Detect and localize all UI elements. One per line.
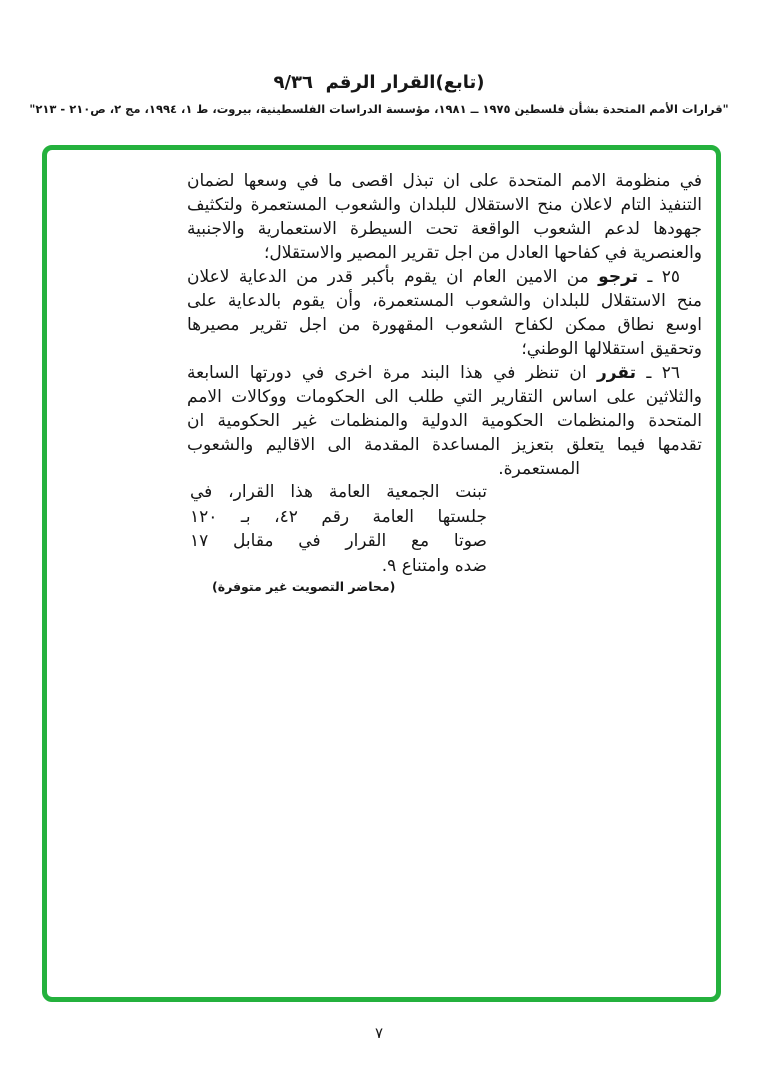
text-segment: التنفيذ التام لاعلان منح الاستقلال للبلدان والشعوب المستعمرة ولتكثيف xyxy=(187,195,702,215)
text-segment: جلستها العامة رقم ٤٢، بـ ١٢٠ xyxy=(190,506,487,527)
text-segment: ٢٦ ـ xyxy=(635,363,680,383)
text-line xyxy=(187,289,702,313)
text-line xyxy=(190,480,487,505)
text-segment: جهودها لدعم الشعوب الواقعة تحت السيطرة الاستعمارية والاجنبية xyxy=(187,219,702,239)
text-line xyxy=(187,241,702,265)
text-segment: ضده وامتناع ٩. xyxy=(381,555,487,576)
text-segment: تقدمها فيما يتعلق بتعزيز المساعدة المقدمة الى الاقاليم والشعوب xyxy=(187,435,702,455)
text-segment: ٢٥ ـ xyxy=(638,267,680,287)
text-line xyxy=(187,169,702,193)
text-segment: في منظومة الامم المتحدة على ان تبذل اقصى ما في وسعها لضمان xyxy=(187,171,702,191)
resolution-text-column xyxy=(187,169,702,481)
text-line xyxy=(187,457,702,481)
paragraph xyxy=(187,265,702,361)
text-line xyxy=(187,433,702,457)
text-line xyxy=(187,217,702,241)
text-segment: منح الاستقلال للبلدان والشعوب المستعمرة، وأن يقوم بالدعاية على xyxy=(187,291,702,311)
text-segment: والعنصرية في كفاحها العادل من اجل تقرير المصير والاستقلال؛ xyxy=(264,243,702,263)
page-title: (تابع)القرار الرقم ٩/٣٦ xyxy=(273,72,485,93)
text-segment: ان تنظر في هذا البند مرة اخرى في دورتها السابعة xyxy=(187,363,597,383)
text-line xyxy=(187,337,702,361)
text-segment: اوسع نطاق ممكن لكفاح الشعوب المقهورة من اجل تقرير مصيرها xyxy=(187,315,702,335)
adoption-note-column xyxy=(190,480,487,600)
voting-records-note: (محاضر التصويت غير متوفرة) xyxy=(212,579,396,594)
paragraph xyxy=(187,361,702,481)
text-line xyxy=(187,361,702,385)
paragraph xyxy=(187,169,702,265)
text-segment: صوتا مع القرار في مقابل ١٧ xyxy=(190,531,487,551)
text-line xyxy=(187,313,702,337)
text-line xyxy=(187,193,702,217)
text-segment: من الامين العام ان يقوم بأكبر قدر من الدعاية لاعلان xyxy=(187,267,599,287)
page-number: ٧ xyxy=(374,1024,384,1042)
bold-text-segment: تقرر xyxy=(596,363,636,383)
text-line xyxy=(190,505,487,530)
green-border-frame xyxy=(42,145,721,1002)
text-line xyxy=(187,409,702,433)
citation-line: "قرارات الأمم المتحدة بشأن فلسطين ١٩٧٥ ــ ١٩٨١، مؤسسة الدراسات الفلسطينية، بيروت، ط ١، ١٩٩٤، مج ٢، ص٢١٠ - ٢١٣" xyxy=(29,102,729,116)
text-line xyxy=(187,385,702,409)
text-line xyxy=(187,265,702,289)
adoption-lines xyxy=(190,480,487,578)
text-line xyxy=(190,529,487,554)
text-segment: والثلاثين على اساس التقارير التي طلب الى الحكومات ووكالات الامم xyxy=(187,387,702,407)
text-segment: تبنت الجمعية العامة هذا القرار، في xyxy=(190,482,487,502)
text-segment: وتحقيق استقلالها الوطني؛ xyxy=(521,339,702,359)
bold-text-segment: ترجو xyxy=(598,267,639,287)
text-segment: المتحدة والمنظمات الحكومية الدولية والمنظمات غير الحكومية ان xyxy=(187,411,702,431)
text-segment: المستعمرة. xyxy=(498,459,580,479)
